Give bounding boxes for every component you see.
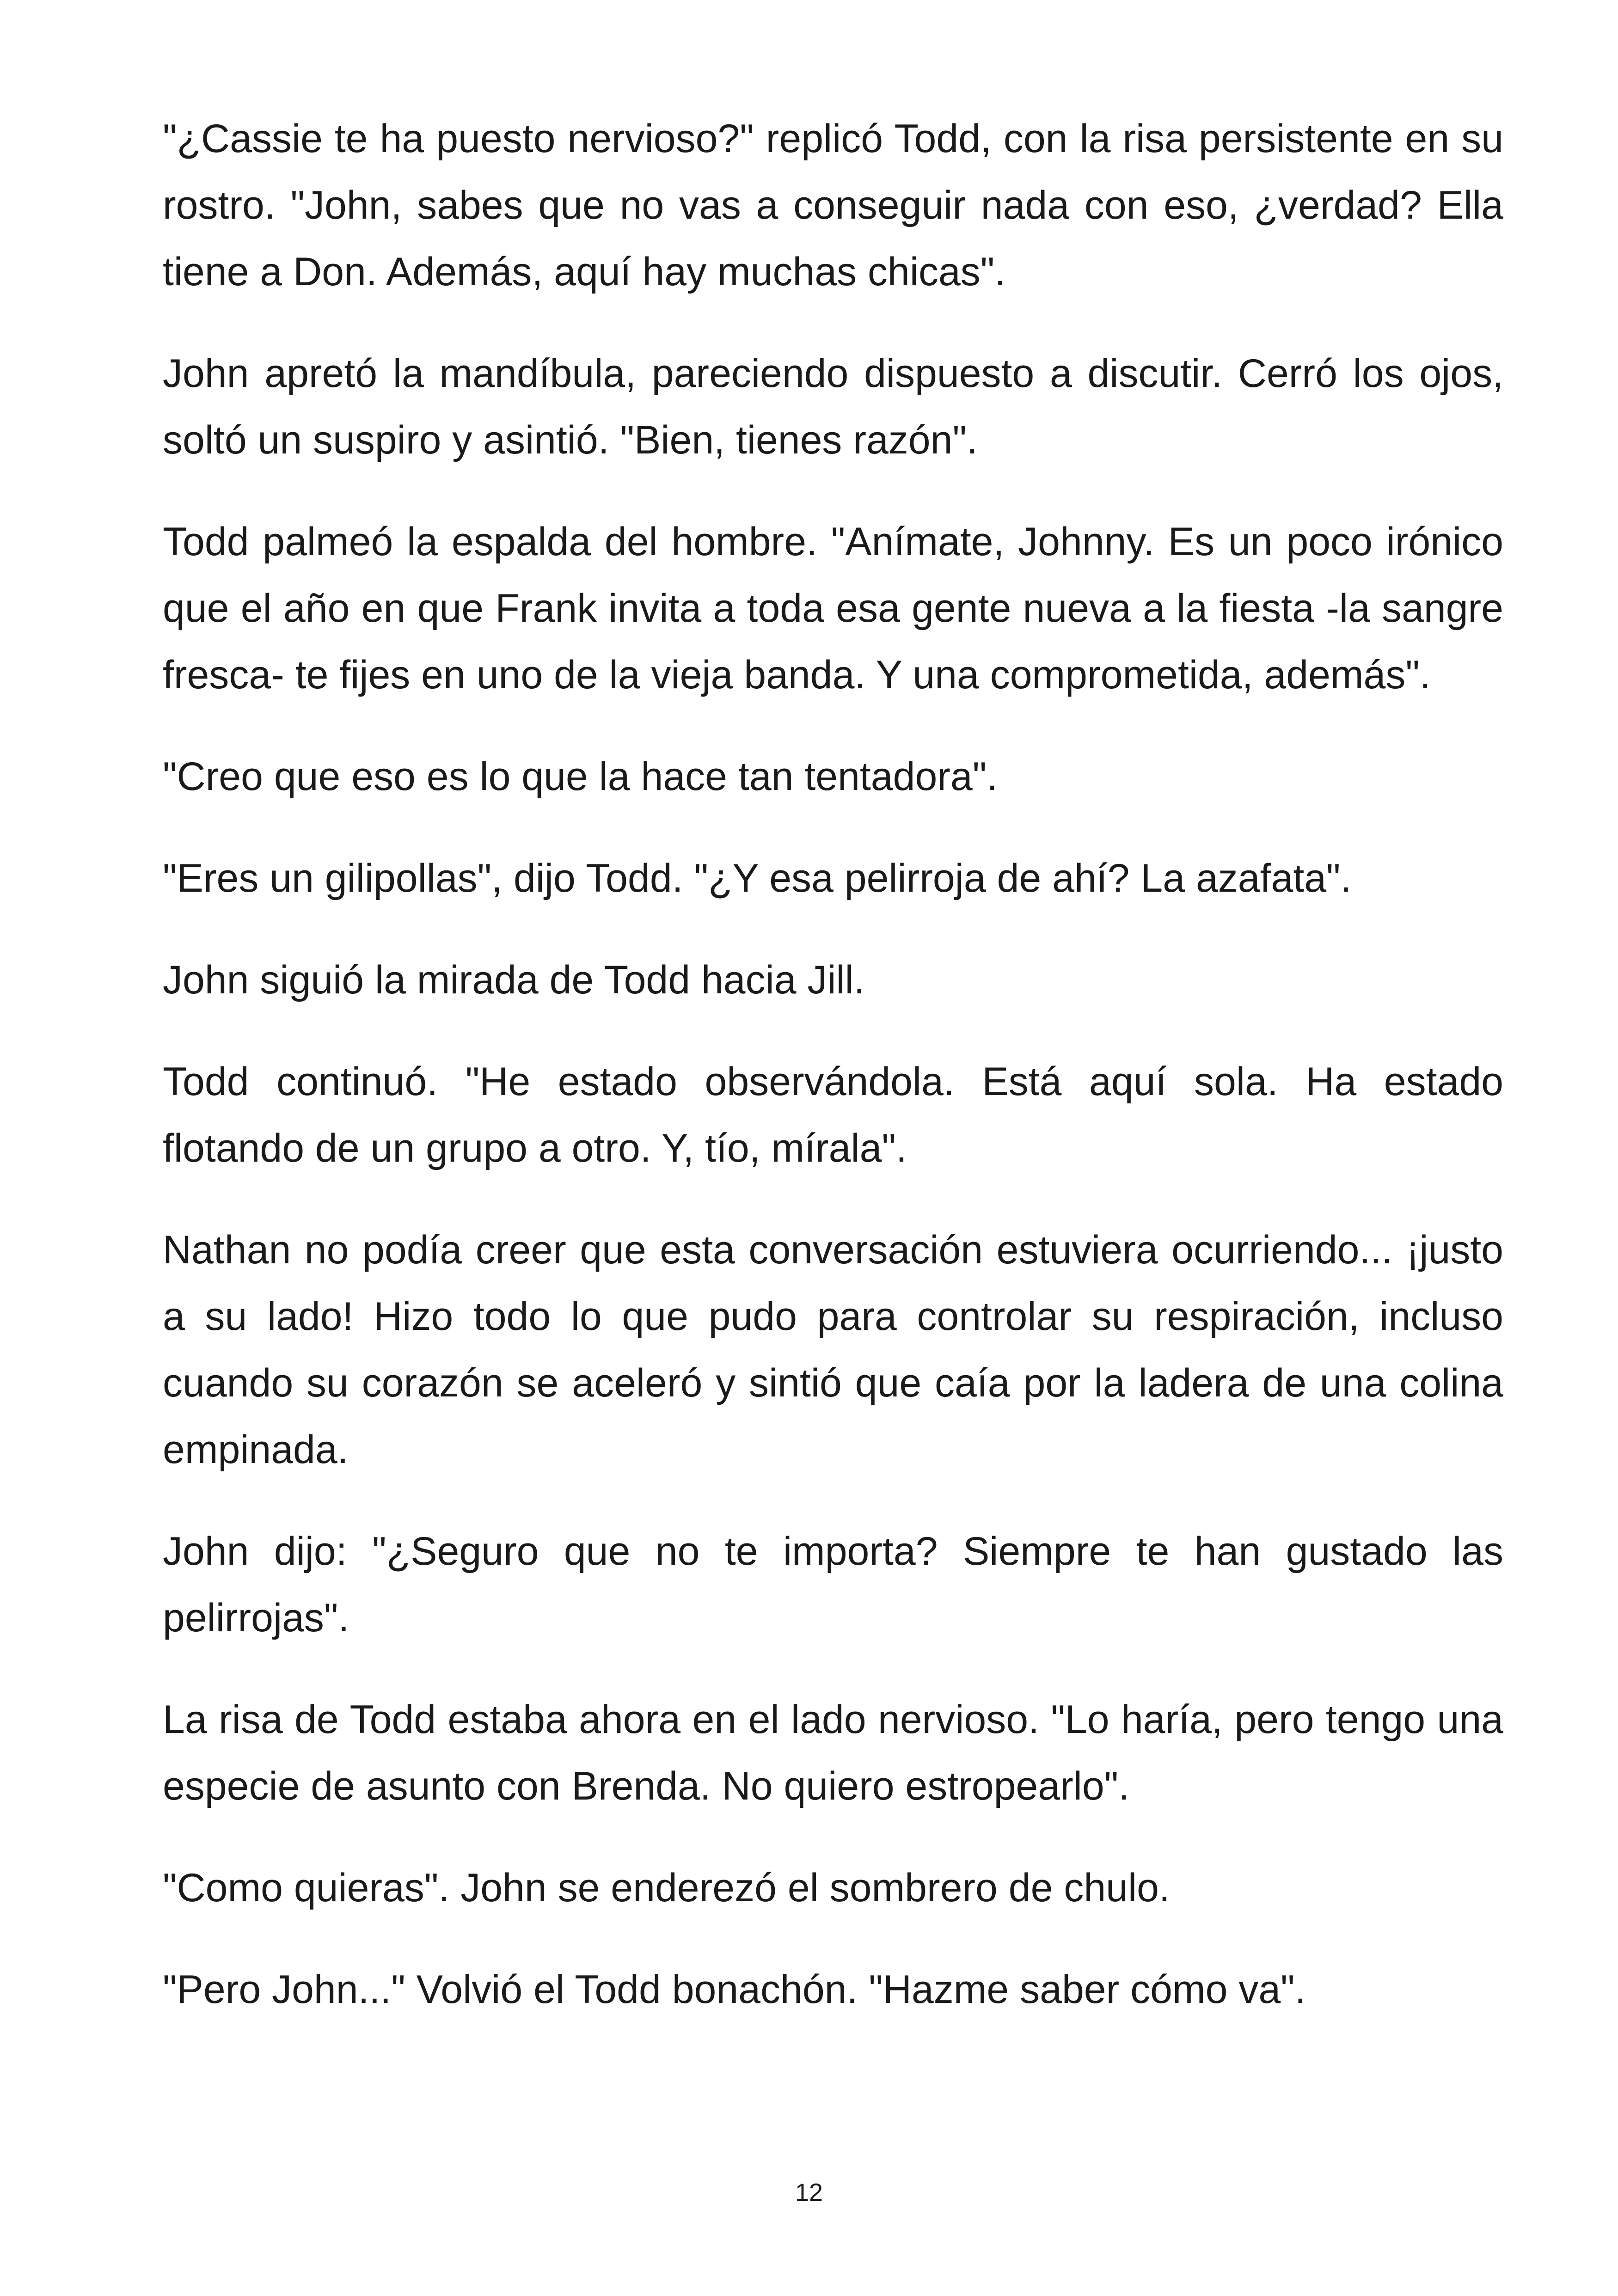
paragraph-8: Nathan no podía creer que esta conversación estuviera ocurriendo... ¡justo a su lado! Hizo todo lo que pudo para controlar su respiración, incluso cuando su corazón se aceleró y sintió que caía por la ladera de una colina empinada. — [163, 1228, 1503, 1472]
body-text — [163, 105, 1503, 2058]
paragraph-1: "¿Cassie te ha puesto nervioso?" replicó Todd, con la risa persistente en su rostro. "John, sabes que no vas a conseguir nada con eso, ¿verdad? Ella tiene a Don. Además, aquí hay muchas chicas". — [163, 116, 1503, 294]
paragraph-9: John dijo: "¿Seguro que no te importa? Siempre te han gustado las pelirrojas". — [163, 1529, 1503, 1640]
page-number: 12 — [795, 2179, 823, 2206]
paragraph-11: "Como quieras". John se enderezó el sombrero de chulo. — [163, 1866, 1170, 1910]
paragraph-4: "Creo que eso es lo que la hace tan tentadora". — [163, 754, 998, 799]
paragraph-12: "Pero John..." Volvió el Todd bonachón. "Hazme saber cómo va". — [163, 1967, 1306, 2012]
paragraph-6: John siguió la mirada de Todd hacia Jill. — [163, 958, 865, 1002]
paragraph-10: La risa de Todd estaba ahora en el lado nervioso. "Lo haría, pero tengo una especie de asunto con Brenda. No quiero estropearlo". — [163, 1697, 1503, 1808]
paragraph-2: John apretó la mandíbula, pareciendo dispuesto a discutir. Cerró los ojos, soltó un suspiro y asintió. "Bien, tienes razón". — [163, 351, 1503, 462]
paragraph-5: "Eres un gilipollas", dijo Todd. "¿Y esa pelirroja de ahí? La azafata". — [163, 856, 1352, 900]
paragraph-7: Todd continuó. "He estado observándola. Está aquí sola. Ha estado flotando de un grupo a otro. Y, tío, mírala". — [163, 1059, 1503, 1170]
paragraph-3: Todd palmeó la espalda del hombre. "Anímate, Johnny. Es un poco irónico que el año en que Frank invita a toda esa gente nueva a la fiesta -la sangre fresca- te fijes en uno de la vieja banda. Y una comprometida, además". — [163, 520, 1503, 697]
